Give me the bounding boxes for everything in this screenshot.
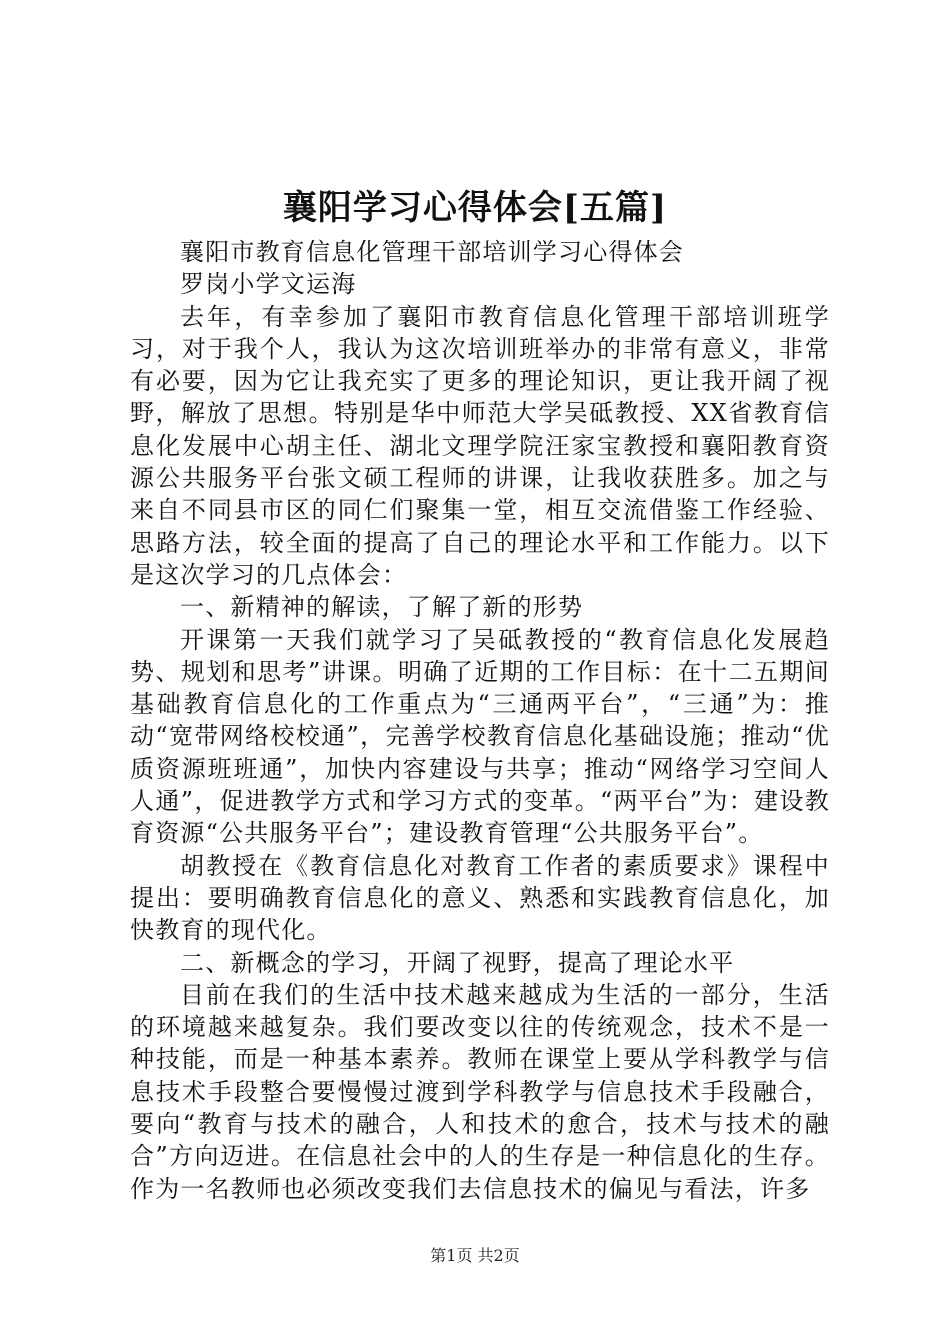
document-title: 襄阳学习心得体会[五篇] <box>282 188 668 228</box>
section-heading: 一、新精神的解读，了解了新的形势 <box>180 593 584 622</box>
document-body <box>130 236 830 1205</box>
paragraph: 目前在我们的生活中技术越来越成为生活的一部分，生活的环境越来越复杂。我们要改变以往的传统观念，技术不是一种技能，而是一种基本素养。教师在课堂上要从学科教学与信息技术手段整合要慢慢过渡到学科教学与信息技术手段融合，要向“教育与技术的融合，人和技术的愈合，技术与技术的融合”方向迈进。在信息社会中的人的生存是一种信息化的生存。作为一名教师也必须改变我们去信息技术的偏见与看法，许多 <box>130 980 830 1203</box>
author-line: 罗岗小学文运海 <box>180 270 357 299</box>
section-heading: 二、新概念的学习，开阔了视野，提高了理论水平 <box>180 948 735 977</box>
paragraph: 胡教授在《教育信息化对教育工作者的素质要求》课程中提出：要明确教育信息化的意义、熟悉和实践教育信息化，加快教育的现代化。 <box>130 851 830 945</box>
page-number-footer: 第1页 共2页 <box>430 1246 520 1265</box>
subtitle: 襄阳市教育信息化管理干部培训学习心得体会 <box>180 238 684 266</box>
paragraph: 开课第一天我们就学习了吴砥教授的“教育信息化发展趋势、规划和思考”讲课。明确了近期的工作目标：在十二五期间基础教育信息化的工作重点为“三通两平台”，“三通”为：推动“宽带网络校校通”，完善学校教育信息化基础设施；推动“优质资源班班通”，加快内容建设与共享；推动“网络学习空间人人通”，促进教学方式和学习方式的变革。“两平台”为：建设教育资源“公共服务平台”；建设教育管理“公共服务平台”。 <box>130 625 830 848</box>
paragraph: 去年，有幸参加了襄阳市教育信息化管理干部培训班学习，对于我个人，我认为这次培训班举办的非常有意义，非常有必要，因为它让我充实了更多的理论知识，更让我开阔了视野，解放了思想。特别是华中师范大学吴砥教授、XX省教育信息化发展中心胡主任、湖北文理学院汪家宝教授和襄阳教育资源公共服务平台张文硕工程师的讲课，让我收获胜多。加之与来自不同县市区的同仁们聚集一堂，相互交流借鉴工作经验、思路方法，较全面的提高了自己的理论水平和工作能力。以下是这次学习的几点体会： <box>130 302 830 589</box>
